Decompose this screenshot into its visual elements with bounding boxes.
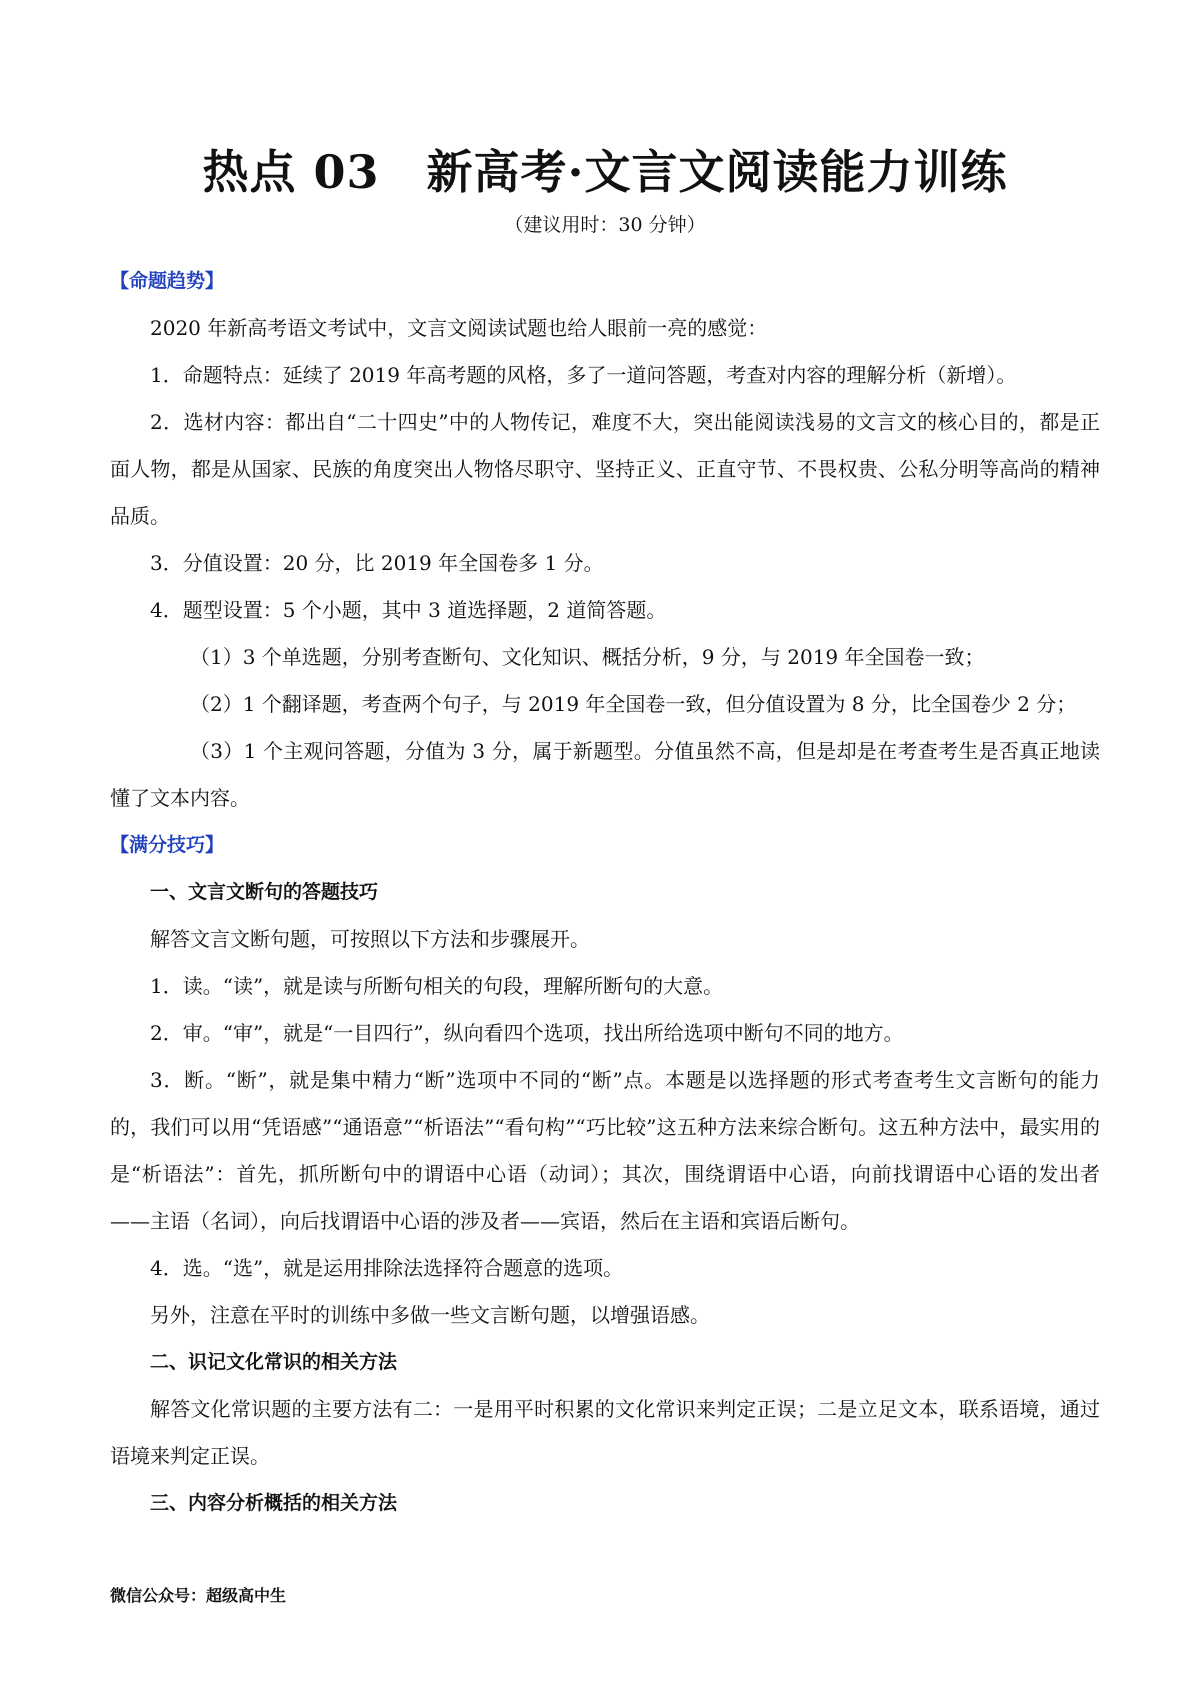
skills-subheading-3: 三、内容分析概括的相关方法: [150, 1492, 398, 1514]
skills-subheading-1: 一、文言文断句的答题技巧: [150, 881, 379, 903]
footer-wechat: 微信公众号：超级高中生: [110, 1586, 287, 1605]
skills-subheading-2: 二、识记文化常识的相关方法: [150, 1351, 398, 1373]
trend-item-4: 4．题型设置：5 个小题，其中 3 道选择题，2 道简答题。: [150, 598, 667, 622]
skills-1-note: 另外，注意在平时的训练中多做一些文言断句题，以增强语感。: [150, 1303, 710, 1327]
trend-item-1: 1．命题特点：延续了 2019 年高考题的风格，多了一道问答题，考查对内容的理解分析（新增）。: [150, 363, 1017, 387]
document-body: [110, 258, 1100, 1527]
trend-intro: 2020 年新高考语文考试中，文言文阅读试题也给人眼前一亮的感觉：: [150, 316, 768, 340]
skills-1-intro: 解答文言文断句题，可按照以下方法和步骤展开。: [150, 927, 590, 951]
skills-2-text: 解答文化常识题的主要方法有二：一是用平时积累的文化常识来判定正误；二是立足文本，联系语境，通过语境来判定正误。: [110, 1397, 1100, 1468]
trend-subitem-2: （2）1 个翻译题，考查两个句子，与 2019 年全国卷一致，但分值设置为 8 分，比全国卷少 2 分；: [190, 692, 1077, 716]
trend-subitem-3: （3）1 个主观问答题，分值为 3 分，属于新题型。分值虽然不高，但是却是在考查考生是否真正地读懂了文本内容。: [110, 739, 1100, 810]
section-heading-trend: 【命题趋势】: [110, 270, 225, 292]
trend-item-2: 2．选材内容：都出自“二十四史”中的人物传记，难度不大，突出能阅读浅易的文言文的核心目的，都是正面人物，都是从国家、民族的角度突出人物恪尽职守、坚持正义、正直守节、不畏权贵、公私分明等高尚的精神品质。: [110, 410, 1100, 528]
skills-1-step-1: 1．读。“读”，就是读与所断句相关的句段，理解所断句的大意。: [150, 974, 724, 998]
page-subtitle: （建议用时：30 分钟）: [504, 214, 706, 236]
page-title: 热点 03 新高考·文言文阅读能力训练: [202, 145, 1008, 199]
skills-1-step-3: 3．断。“断”，就是集中精力“断”选项中不同的“断”点。本题是以选择题的形式考查考生文言断句的能力的，我们可以用“凭语感”“通语意”“析语法”“看句构”“巧比较”这五种方法来综合断句。这五种方法中，最实用的是“析语法”：首先，抓所断句中的谓语中心语（动词）；其次，围绕谓语中心语，向前找谓语中心语的发出者——主语（名词），向后找谓语中心语的涉及者——宾语，然后在主语和宾语后断句。: [110, 1068, 1100, 1233]
trend-item-3: 3．分值设置：20 分，比 2019 年全国卷多 1 分。: [150, 551, 604, 575]
skills-1-step-2: 2．审。“审”，就是“一目四行”，纵向看四个选项，找出所给选项中断句不同的地方。: [150, 1021, 904, 1045]
section-heading-skills: 【满分技巧】: [110, 834, 225, 856]
skills-1-step-4: 4．选。“选”，就是运用排除法选择符合题意的选项。: [150, 1256, 624, 1280]
trend-subitem-1: （1）3 个单选题，分别考查断句、文化知识、概括分析，9 分，与 2019 年全国卷一致；: [190, 645, 985, 669]
